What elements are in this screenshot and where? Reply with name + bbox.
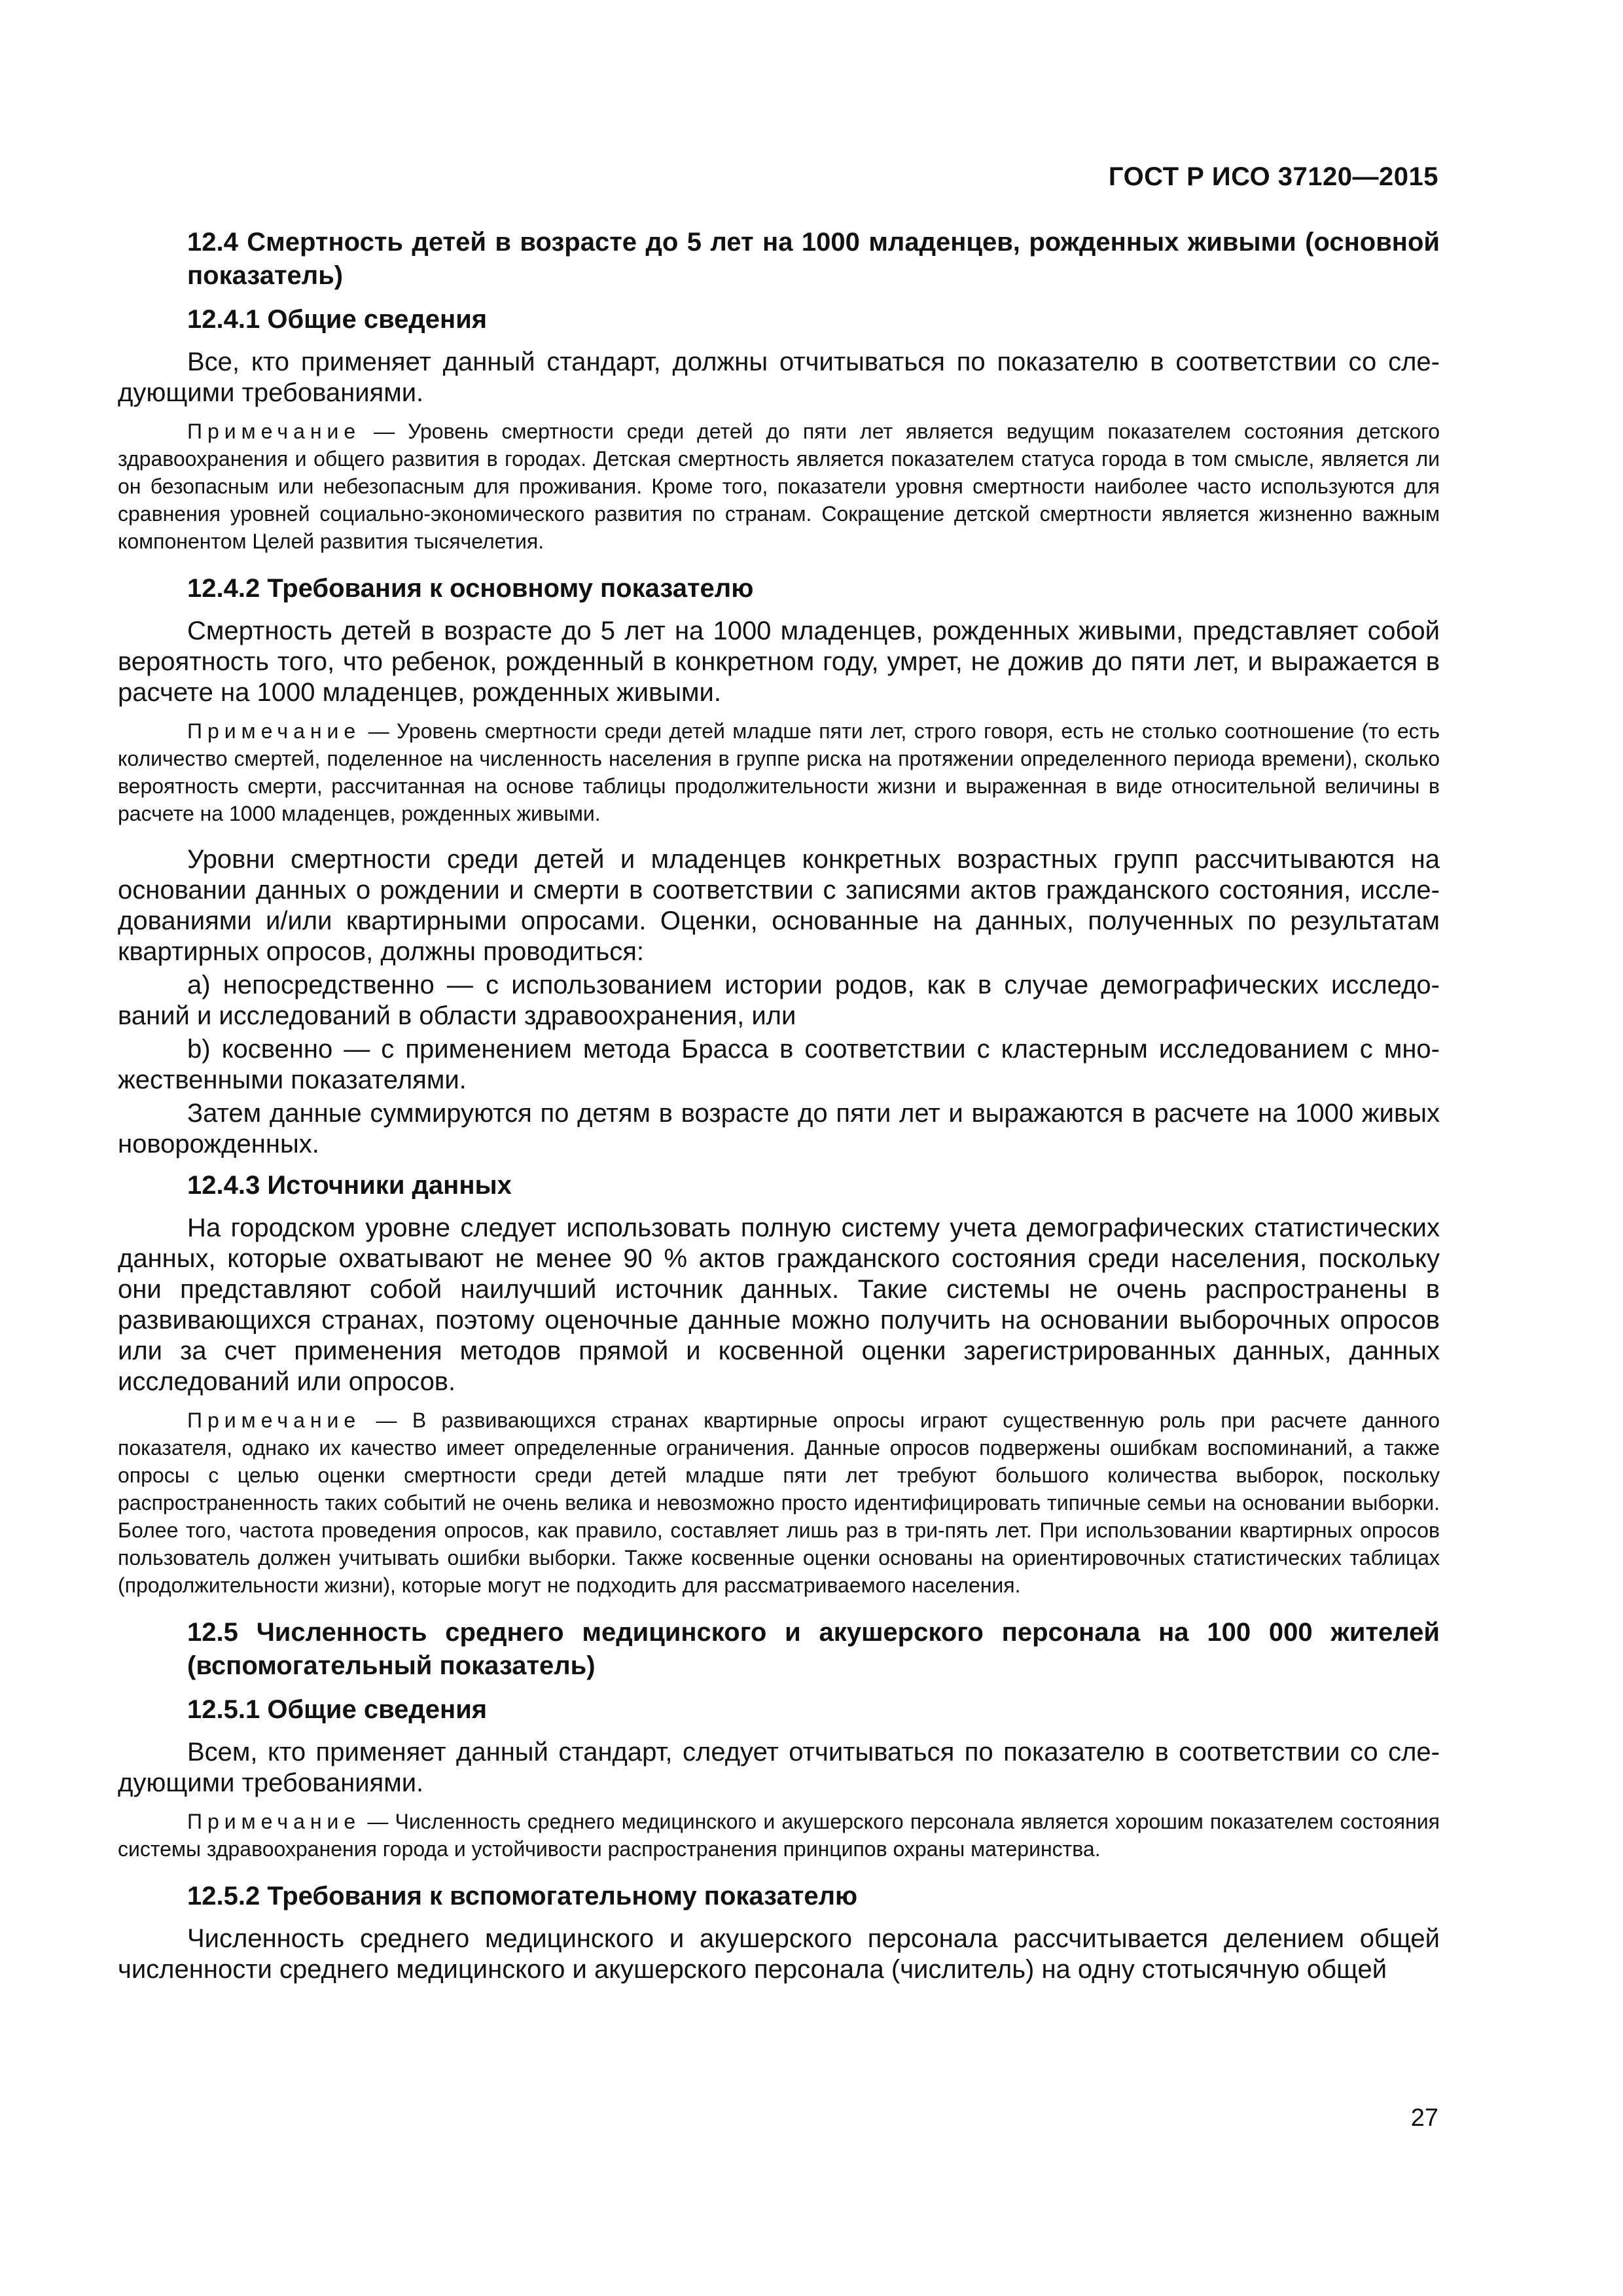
note-label: Примечание [187, 1810, 361, 1833]
section-heading: 12.4.2 Требования к основному показателю [187, 574, 754, 603]
note-label: Примечание [187, 719, 361, 743]
paragraph: Затем данные суммируются по детям в возрасте до пяти лет и выражаются в расчете на 1000 живых новорожденных. [118, 1099, 1440, 1158]
document-code: ГОСТ Р ИСО 37120—2015 [1108, 162, 1438, 191]
note-paragraph [118, 418, 1440, 555]
note-label: Примечание [187, 420, 361, 443]
note-paragraph [118, 717, 1440, 827]
paragraph: b) косвенно — с применением метода Брасса в соответствии с кластерным исследованием с множественными показателями. [118, 1035, 1440, 1094]
note-paragraph [118, 1407, 1440, 1599]
note-paragraph [118, 1808, 1440, 1863]
section-heading: 12.4.1 Общие сведения [187, 305, 488, 334]
note-text: — Уровень смертности среди детей младше пяти лет, строго говоря, есть не столько соотношение (то есть количество смертей, поделенное на численность населения в группе риска на протяжении определенного периода времени), сколько вероятность смерти, рассчитанная на основе таблицы продолжительности жизни и выраженная в виде относительной величины в расчете на 1000 младенцев, рожденных живыми. [118, 719, 1440, 825]
section-heading: 12.5 Численность среднего медицинского и акушерского персонала на 100 000 жителей (вспомогательный показатель) [187, 1618, 1440, 1680]
paragraph: На городском уровне следует использовать полную систему учета демографических статистических данных, которые охватывают не менее 90 % актов гражданского состояния среди населения, поскольку они представляют собой наилучший источник данных. Такие системы не очень распространены в развивающихся странах, поэтому оценочные данные можно получить на основании выборочных опросов или за счет применения методов прямой и косвенной оценки зарегистрированных данных, данных исследований или опросов. [118, 1213, 1440, 1396]
section-heading: 12.5.2 Требования к вспомогательному показателю [187, 1882, 858, 1910]
note-label: Примечание [187, 1408, 361, 1432]
paragraph: Всем, кто применяет данный стандарт, следует отчитываться по показателю в соответствии со следующими требованиями. [118, 1738, 1440, 1797]
document-body [118, 226, 1440, 1994]
section-heading: 12.4 Смертность детей в возрасте до 5 лет на 1000 младенцев, рожденных живыми (основной показатель) [187, 228, 1440, 290]
note-text: — В развивающихся странах квартирные опросы играют существенную роль при расчете данного показателя, однако их качество имеет определенные ограничения. Данные опросов подвержены ошибкам воспоминаний, а также опросы с целью оценки смертности среди детей младше пяти лет требуют большого количества выборок, поскольку распространенность таких событий не очень велика и невозможно просто идентифицировать типичные семьи на основании выборки. Более того, частота проведения опросов, как правило, составляет лишь раз в три-пять лет. При использовании квартирных опросов пользователь должен учитывать ошибки выборки. Также косвенные оценки основаны на ориентировочных статистических таблицах (продолжительности жизни), которые могут не подходить для рассматриваемого населения. [118, 1408, 1440, 1597]
note-text: — Численность среднего медицинского и акушерского персонала является хорошим показателем состояния системы здравоохранения города и устойчивости распространения принципов охраны материнства. [118, 1810, 1440, 1861]
note-text: — Уровень смертности среди детей до пяти лет является ведущим показателем состояния детского здравоохранения и общего развития в городах. Детская смертность является показателем статуса города в том смысле, является ли он безопасным или небезопасным для проживания. Кроме того, показатели уровня смертности наиболее часто используются для сравнения уровней социально-экономического развития по странам. Сокращение детской смертности является жизненно важным компонентом Целей развития тысячелетия. [118, 420, 1440, 553]
paragraph: Численность среднего медицинского и акушерского персонала рассчитывается делением общей численности среднего медицинского и акушерского персонала (числитель) на одну стотысячную общей [118, 1924, 1440, 1984]
paragraph: Все, кто применяет данный стандарт, должны отчитываться по показателю в соответствии со следующими требованиями. [118, 348, 1440, 407]
section-heading: 12.5.1 Общие сведения [187, 1695, 488, 1724]
paragraph: Уровни смертности среди детей и младенцев конкретных возрастных групп рассчитываются на основании данных о рождении и смерти в соответствии с записями актов гражданского состояния, исследованиями и/или квартирными опросами. Оценки, основанные на данных, полученных по результатам квартирных опросов, должны проводиться: [118, 845, 1440, 966]
page-number: 27 [1410, 2104, 1438, 2132]
paragraph: Смертность детей в возрасте до 5 лет на 1000 младенцев, рожденных живыми, представляет собой вероятность того, что ребенок, рожденный в конкретном году, умрет, не дожив до пяти лет, и выражается в расчете на 1000 младенцев, рожденных живыми. [118, 617, 1440, 707]
section-heading: 12.4.3 Источники данных [187, 1171, 512, 1200]
paragraph: a) непосредственно — с использованием истории родов, как в случае демографических исследований и исследований в области здравоохранения, или [118, 971, 1440, 1030]
